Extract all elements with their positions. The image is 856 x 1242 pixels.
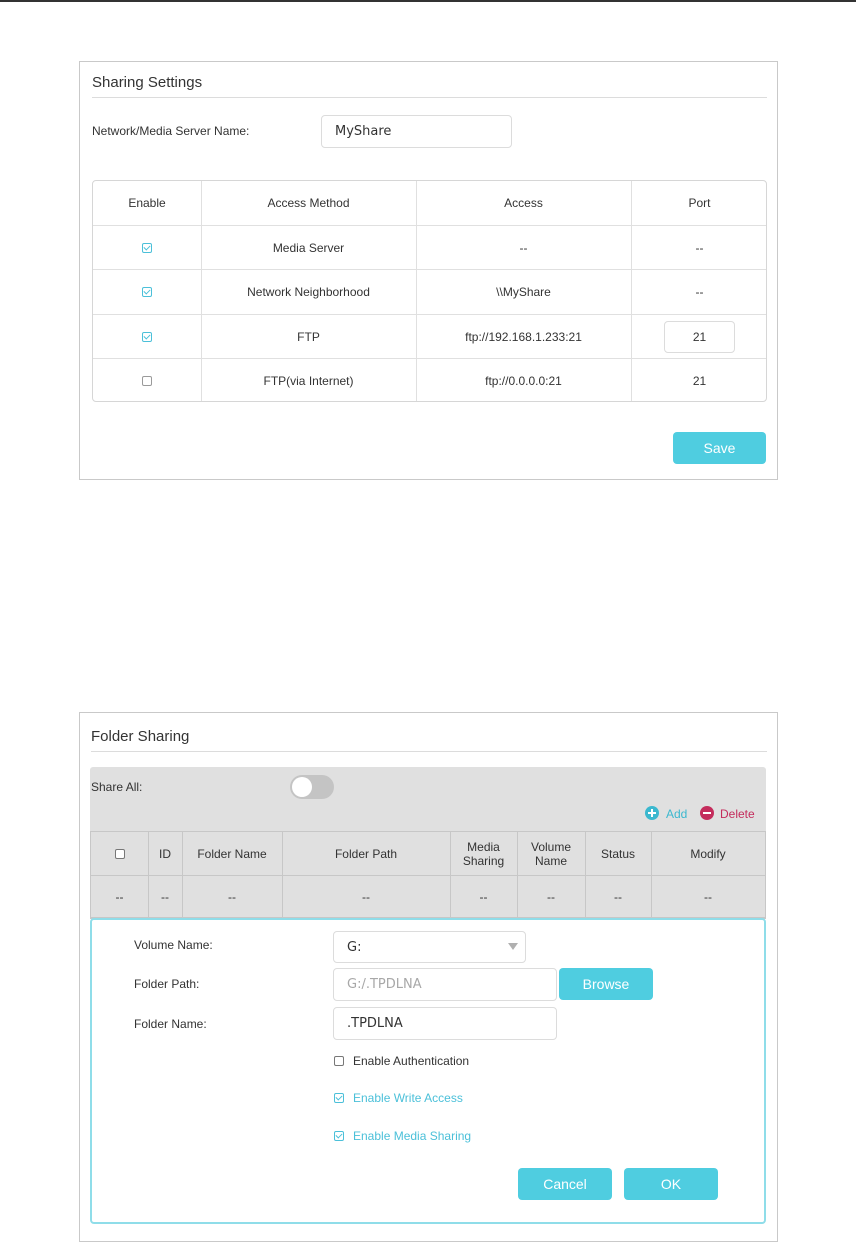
header-modify: Modify <box>690 846 726 861</box>
top-border <box>0 0 856 2</box>
header-access-method: Access Method <box>267 196 350 210</box>
port-value: 21 <box>692 374 707 388</box>
access-method: FTP <box>297 329 320 344</box>
port-value: -- <box>695 240 704 255</box>
header-folder-path: Folder Path <box>334 846 398 861</box>
add-icon[interactable] <box>645 806 659 820</box>
server-name-label: Network/Media Server Name: <box>92 124 250 138</box>
table-row <box>93 315 766 359</box>
sharing-settings-panel <box>79 61 778 480</box>
table-row <box>93 359 766 402</box>
header-folder-name: Folder Name <box>197 846 267 861</box>
share-all-label: Share All: <box>91 780 143 794</box>
header-status: Status <box>600 846 636 861</box>
volume-name-value: G: <box>347 939 362 955</box>
enable-media-sharing-checkbox[interactable] <box>334 1131 344 1141</box>
folder-name-input[interactable]: .TPDLNA <box>333 1007 557 1040</box>
title-divider <box>91 751 767 752</box>
server-name-input[interactable]: MyShare <box>321 115 512 148</box>
panel-title: Sharing Settings <box>92 74 203 91</box>
browse-button[interactable]: Browse <box>559 968 653 1000</box>
enable-authentication-option[interactable] <box>334 1054 469 1068</box>
cancel-button[interactable]: Cancel <box>518 1168 612 1200</box>
enable-write-access-label: Enable Write Access <box>353 1091 463 1105</box>
select-all-checkbox[interactable] <box>115 849 125 859</box>
delete-link[interactable]: Delete <box>720 807 755 821</box>
ftp-port-input[interactable]: 21 <box>664 321 735 353</box>
enable-write-access-checkbox[interactable] <box>334 1093 344 1103</box>
volume-name-label: Volume Name: <box>134 938 213 952</box>
table-header <box>93 181 766 226</box>
cell: -- <box>614 889 622 904</box>
access-value: ftp://192.168.1.233:21 <box>465 329 582 344</box>
access-value: -- <box>519 240 528 255</box>
cell: -- <box>479 889 488 904</box>
add-link[interactable]: Add <box>666 807 688 821</box>
header-id: ID <box>159 846 171 861</box>
enable-authentication-checkbox[interactable] <box>334 1056 344 1066</box>
folder-path-label: Folder Path: <box>134 977 200 991</box>
share-all-toggle[interactable] <box>290 775 334 799</box>
cell: -- <box>704 889 712 904</box>
folder-name-label: Folder Name: <box>134 1017 207 1031</box>
folder-edit-form <box>90 918 766 1224</box>
enable-media-sharing-label: Enable Media Sharing <box>353 1129 472 1143</box>
enable-checkbox[interactable] <box>142 287 152 297</box>
cell: -- <box>362 889 370 904</box>
save-button[interactable]: Save <box>673 432 766 464</box>
table-row <box>91 876 765 918</box>
header-enable: Enable <box>128 196 166 210</box>
title-divider <box>92 97 767 98</box>
enable-checkbox[interactable] <box>142 376 152 386</box>
enable-checkbox[interactable] <box>142 332 152 342</box>
access-table <box>92 180 767 402</box>
access-method: Media Server <box>272 240 345 255</box>
volume-name-select[interactable] <box>333 931 526 963</box>
access-method: Network Neighborhood <box>247 285 370 299</box>
access-value: ftp://0.0.0.0:21 <box>485 374 562 388</box>
enable-checkbox[interactable] <box>142 243 152 253</box>
access-method: FTP(via Internet) <box>263 374 354 388</box>
header-port: Port <box>688 196 711 210</box>
cell: -- <box>161 889 169 904</box>
access-value: \\MyShare <box>496 285 551 299</box>
enable-authentication-label: Enable Authentication <box>353 1054 470 1068</box>
table-header <box>91 832 765 876</box>
table-row <box>93 270 766 315</box>
chevron-down-icon <box>508 943 518 950</box>
ok-button[interactable]: OK <box>624 1168 718 1200</box>
enable-write-access-option[interactable] <box>334 1091 463 1105</box>
header-access: Access <box>504 196 543 210</box>
header-volume-name: Volume Name <box>530 839 572 868</box>
table-row <box>93 226 766 270</box>
folder-table <box>90 831 766 919</box>
enable-media-sharing-option[interactable] <box>334 1129 471 1143</box>
cell: -- <box>228 889 236 904</box>
toggle-knob <box>292 777 312 797</box>
panel-title: Folder Sharing <box>91 728 190 745</box>
cell: -- <box>547 889 555 904</box>
header-media-sharing: Media Sharing <box>462 839 505 868</box>
folder-path-input[interactable]: G:/.TPDLNA <box>333 968 557 1001</box>
cell: -- <box>115 889 124 904</box>
delete-icon[interactable] <box>700 806 714 820</box>
port-value: -- <box>695 285 704 299</box>
